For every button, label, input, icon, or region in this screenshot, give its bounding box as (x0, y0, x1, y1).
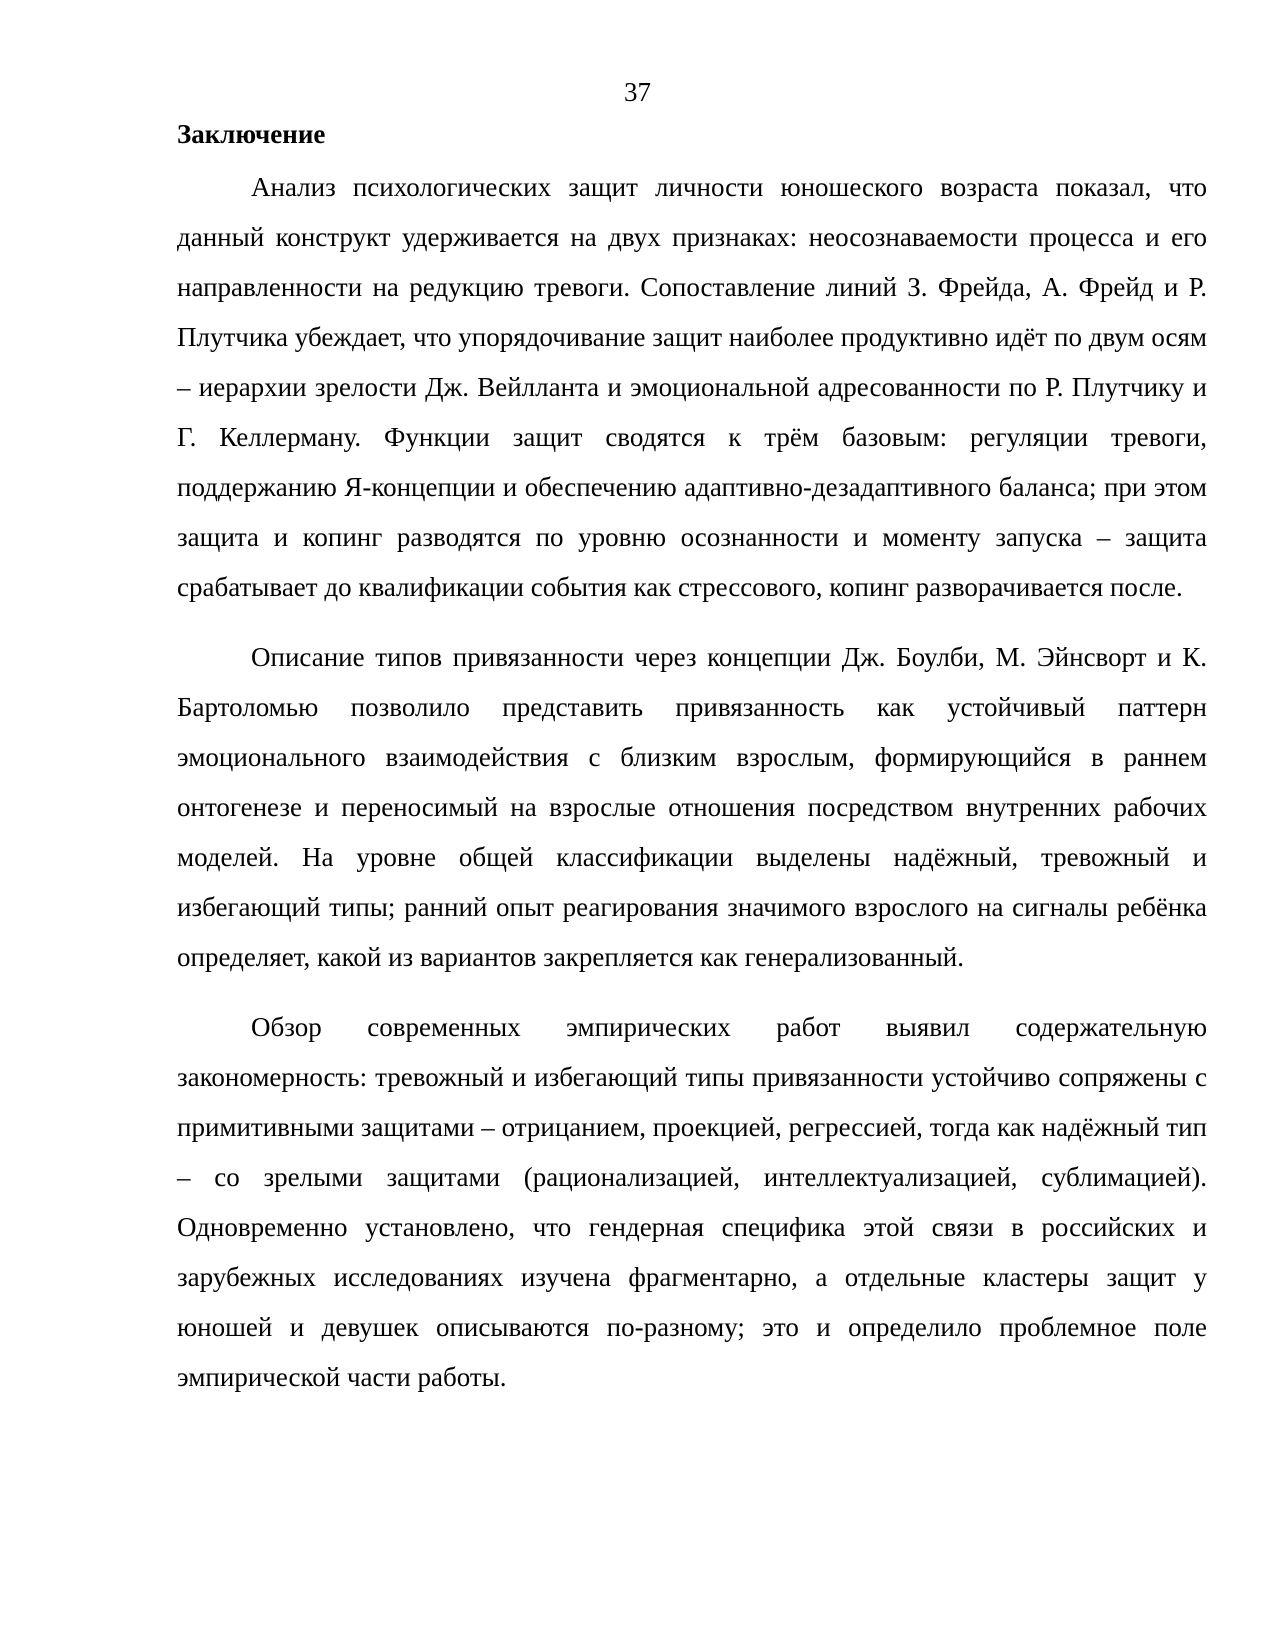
page-content (177, 114, 1207, 1422)
paragraph: Обзор современных эмпирических работ выявил содержательную закономерность: тревожный и избегающий типы привязанности устойчиво сопряжены с примитивными защитами – отрицанием, проекцией, регрессией, тогда как надёжный тип – со зрелыми защитами (рационализацией, интеллектуализацией, сублимацией). Одновременно установлено, что гендерная специфика этой связи в российских и зарубежных исследованиях изучена фрагментарно, а отдельные кластеры защит у юношей и девушек описываются по-разному; это и определило проблемное поле эмпирической части работы. (177, 1012, 1207, 1392)
page-number: 37 (624, 77, 651, 107)
paragraph: Описание типов привязанности через концепции Дж. Боулби, М. Эйнсворт и К. Бартоломью позволило представить привязанность как устойчивый паттерн эмоционального взаимодействия с близким взрослым, формирующийся в раннем онтогенезе и переносимый на взрослые отношения посредством внутренних рабочих моделей. На уровне общей классификации выделены надёжный, тревожный и избегающий типы; ранний опыт реагирования значимого взрослого на сигналы ребёнка определяет, какой из вариантов закрепляется как генерализованный. (177, 642, 1207, 972)
paragraph: Анализ психологических защит личности юношеского возраста показал, что данный конструкт удерживается на двух признаках: неосознаваемости процесса и его направленности на редукцию тревоги. Сопоставление линий З. Фрейда, А. Фрейд и Р. Плутчика убеждает, что упорядочивание защит наиболее продуктивно идёт по двум осям – иерархии зрелости Дж. Вейлланта и эмоциональной адресованности по Р. Плутчику и Г. Келлерману. Функции защит сводятся к трём базовым: регуляции тревоги, поддержанию Я-концепции и обеспечению адаптивно-дезадаптивного баланса; при этом защита и копинг разводятся по уровню осознанности и моменту запуска – защита срабатывает до квалификации события как стрессового, копинг разворачивается после. (177, 172, 1207, 602)
section-title: Заключение (177, 119, 326, 149)
